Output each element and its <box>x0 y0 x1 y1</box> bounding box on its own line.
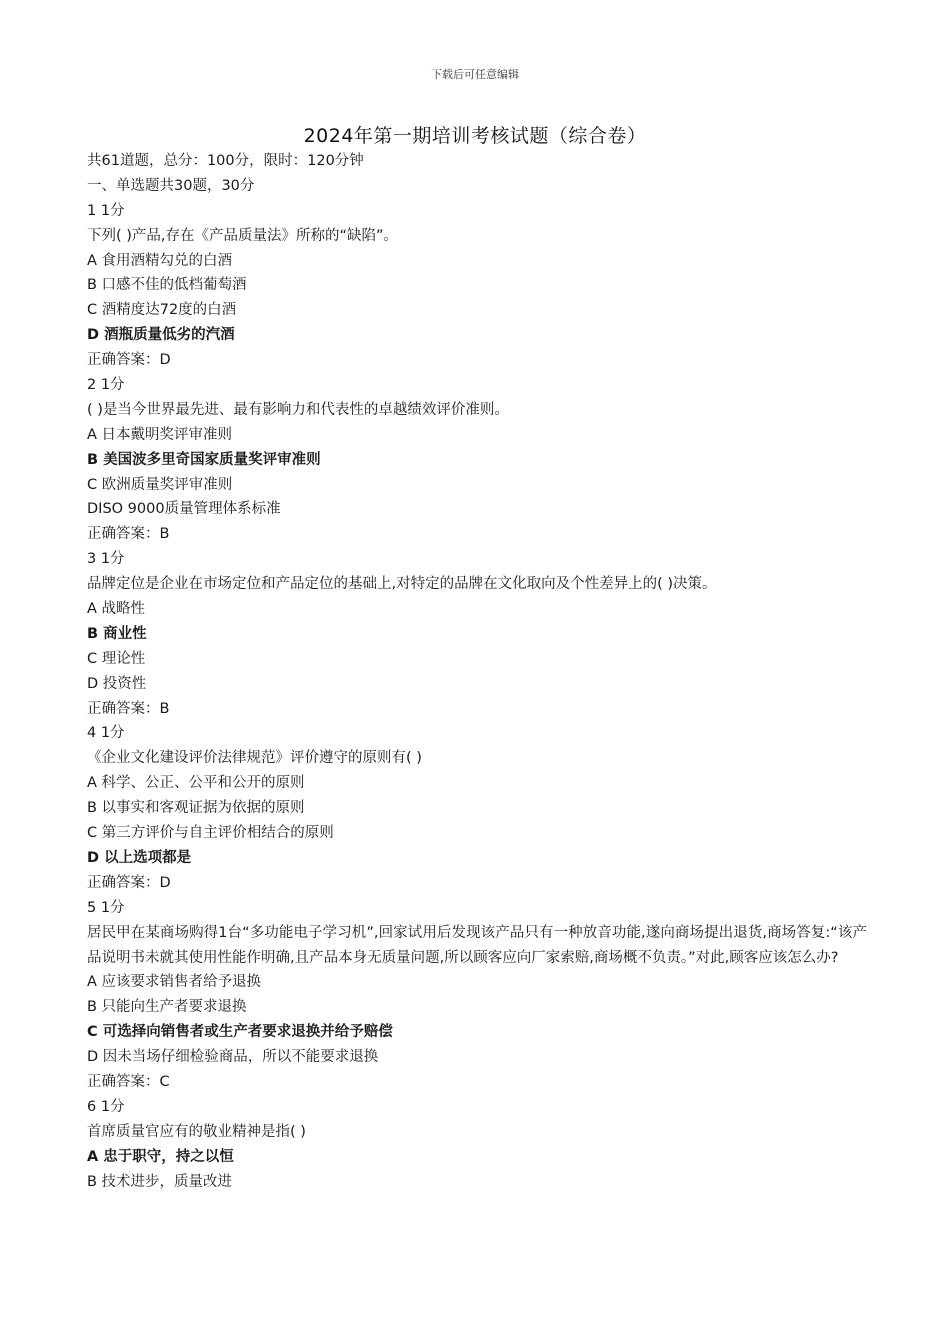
option: C 第三方评价与自主评价相结合的原则 <box>87 825 334 842</box>
answer-line: 正确答案：D <box>87 352 171 369</box>
document-body <box>87 149 867 1194</box>
question-number: 2 1分 <box>87 377 125 394</box>
question-stem: ( )是当今世界最先进、最有影响力和代表性的卓越绩效评价准则。 <box>87 401 509 418</box>
option-correct: A 忠于职守，持之以恒 <box>87 1148 234 1165</box>
answer-line: 正确答案：B <box>87 526 170 543</box>
option: A 日本戴明奖评审准则 <box>87 426 233 443</box>
answer-line: 正确答案：C <box>87 1073 170 1090</box>
option-correct: C 可选择向销售者或生产者要求退换并给予赔偿 <box>87 1024 393 1041</box>
option: DISO 9000质量管理体系标准 <box>87 501 281 518</box>
answer-line: 正确答案：D <box>87 874 171 891</box>
question-stem: 品牌定位是企业在市场定位和产品定位的基础上,对特定的品牌在文化取向及个性差异上的( )决策。 <box>87 576 717 593</box>
option-correct: D 酒瓶质量低劣的汽酒 <box>87 327 235 344</box>
question-stem: 下列( )产品,存在《产品质量法》所称的“缺陷”。 <box>87 227 399 244</box>
exam-meta: 共61道题，总分：100分，限时：120分钟 <box>87 153 364 169</box>
option: D 因未当场仔细检验商品，所以不能要求退换 <box>87 1049 379 1066</box>
question-number: 1 1分 <box>87 202 125 219</box>
question-number: 5 1分 <box>87 899 125 916</box>
option: A 战略性 <box>87 601 146 618</box>
question-stem: 首席质量官应有的敬业精神是指( ) <box>87 1123 306 1140</box>
option: B 以事实和客观证据为依据的原则 <box>87 800 305 817</box>
option-correct: D 以上选项都是 <box>87 849 192 866</box>
option: B 只能向生产者要求退换 <box>87 999 247 1016</box>
option-correct: B 美国波多里奇国家质量奖评审准则 <box>87 451 321 468</box>
page-title: 2024年第一期培训考核试题（综合卷） <box>303 125 647 147</box>
question-number: 6 1分 <box>87 1098 125 1115</box>
question-stem: 《企业文化建设评价法律规范》评价遵守的原则有( ) <box>87 750 422 767</box>
question-number: 4 1分 <box>87 725 125 742</box>
option: A 食用酒精勾兑的白酒 <box>87 252 233 269</box>
option: C 酒精度达72度的白酒 <box>87 302 237 319</box>
answer-line: 正确答案：B <box>87 700 170 717</box>
option-correct: B 商业性 <box>87 625 147 642</box>
question-number: 3 1分 <box>87 551 125 568</box>
question-stem: 居民甲在某商场购得1台“多功能电子学习机”,回家试用后发现该产品只有一种放音功能,遂向商场提出退货,商场答复:“该产品说明书未就其使用性能作明确,且产品本身无质量问题,所以顾客应向厂家索赔,商场概不负责。”对此,顾客应该怎么办? <box>87 924 867 966</box>
option: C 欧洲质量奖评审准则 <box>87 476 233 493</box>
option: A 应该要求销售者给予退换 <box>87 974 262 991</box>
option: B 口感不佳的低档葡萄酒 <box>87 277 247 294</box>
option: A 科学、公正、公平和公开的原则 <box>87 775 305 792</box>
section-heading: 一、单选题共30题，30分 <box>87 177 255 194</box>
option: D 投资性 <box>87 675 147 692</box>
option: C 理论性 <box>87 650 146 667</box>
option: B 技术进步，质量改进 <box>87 1173 233 1190</box>
page-header: 下载后可任意编辑 <box>431 68 519 81</box>
